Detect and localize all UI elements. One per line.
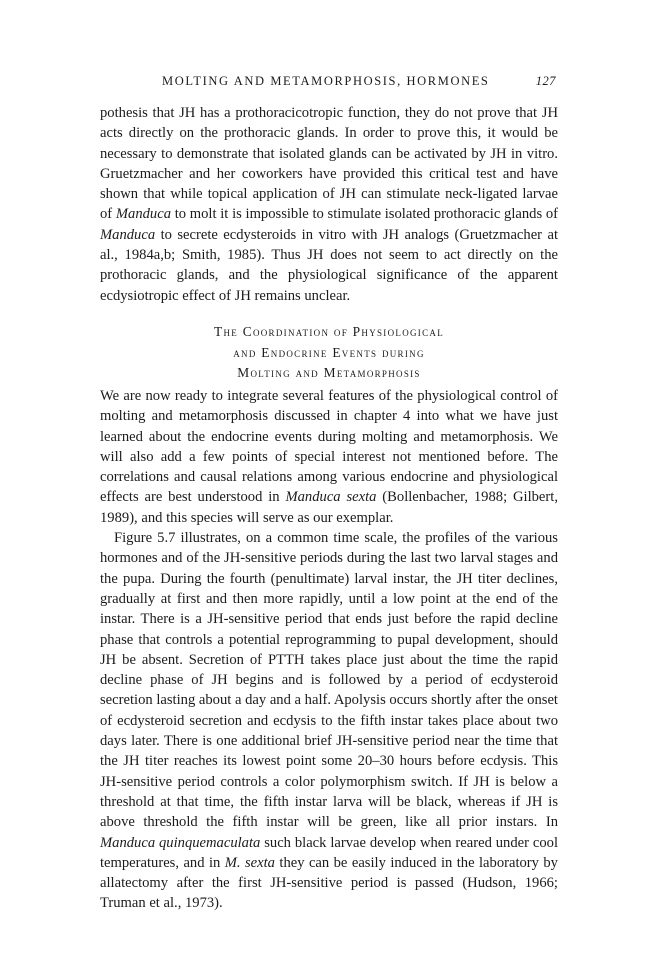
italic-term: Manduca sexta [285,489,377,506]
italic-term: M. sexta [224,854,275,871]
text-run: to secrete ecdysteroids in vitro with JH analogs (Gruetzmacher at al., 1984a,b; Smith, 1985). Thus JH does not seem to act directly on the prothoracic glands, and the physiological significance of the apparent ecdysiotropic effect of JH remains unclear. [100,226,558,304]
paragraph-1 [100,103,558,306]
paragraph-continued [100,103,558,306]
section-heading-line: and Endocrine Events during [233,344,425,360]
paragraph-2 [100,386,558,528]
italic-term: Manduca [115,206,171,223]
paragraph-3 [100,528,558,914]
section-heading-line: The Coordination of Physiological [214,324,444,339]
text-run: they can be easily induced in the laboratory by allatectomy after the first JH-sensitive period is passed (Hudson, 1966; Truman et al., 1973). [100,854,558,912]
text-run: Figure 5.7 illustrates, on a common time scale, the profiles of the various hormones and of the JH-sensitive periods during the last two larval stages and the pupa. During the fourth (penultimate) larval instar, the JH titer declines, gradually at first and then more rapidly, until a low point at the end of the instar. There is a JH-sensitive period that ends just before the rapid decline phase that controls a potential reprogramming to pupal development, should JH be absent. Secretion of PTTH takes place just about the time the rapid decline phase of JH begins and is followed by a period of ecdysteroid secretion lasting about a day and a half. Apolysis occurs shortly after the onset of ecdysteroid secretion and ecdysis to the fifth instar takes place about two days later. There is one additional brief JH-sensitive period near the time that the JH titer reaches its lowest point some 20–30 hours before ecdysis. This JH-sensitive period controls a color polymorphism switch. If JH is below a threshold at that time, the fifth instar larva will be black, whereas if JH is above threshold the fifth instar will be green, like all prior instars. In [100,530,558,831]
text-run: pothesis that JH has a prothoracicotropic function, they do not prove that JH acts directly on the prothoracic glands. In order to prove this, it would be necessary to demonstrate that isolated glands can be activated by JH in vitro. Gruetzmacher and her coworkers have provided this critical test and have shown that while topical application of JH can stimulate neck-ligated larvae of [100,105,558,223]
text-run: such black larvae develop when reared under cool temperatures, and in [100,834,558,871]
text-run: (Bollenbacher, 1988; Gilbert, 1989), and this species will serve as our exemplar. [100,489,558,526]
section-body [100,386,558,914]
italic-term: Manduca quinquemaculata [100,834,261,851]
page-number: 127 [535,74,556,88]
section-heading-line: Molting and Metamorphosis [237,365,421,381]
running-title: MOLTING AND METAMORPHOSIS, HORMONES [162,74,490,88]
section-heading [100,322,558,384]
text-run: to molt it is impossible to stimulate isolated prothoracic glands of [171,206,558,223]
text-run: We are now ready to integrate several features of the physiological control of molting and metamorphosis discussed in chapter 4 into what we have just learned about the endocrine events during molting and metamorphosis. We will also add a few points of special interest not mentioned before. The correlations and causal relations among various endocrine and physiological effects are best understood in [100,388,558,506]
italic-term: Manduca [100,226,156,243]
